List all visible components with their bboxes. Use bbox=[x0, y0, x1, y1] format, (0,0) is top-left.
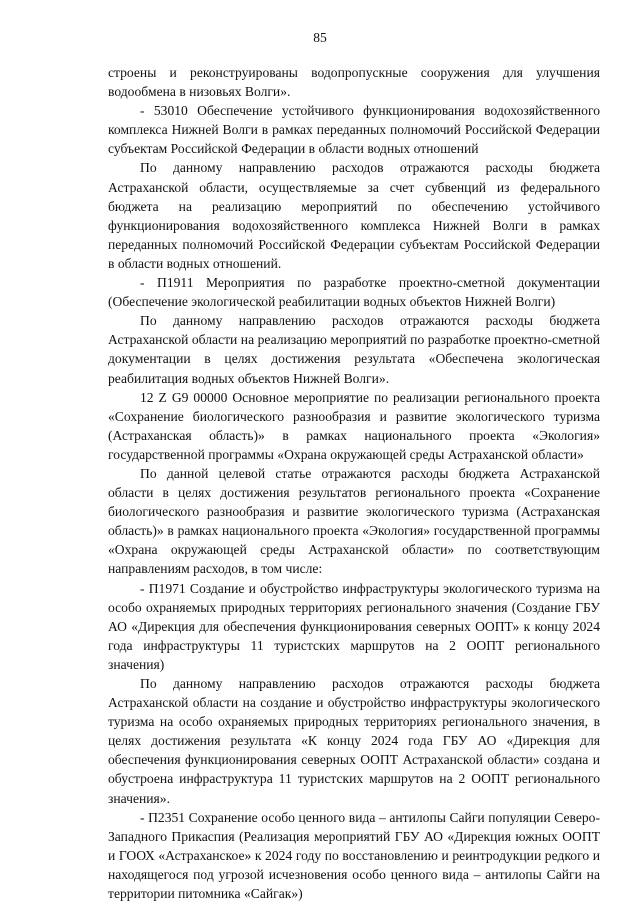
paragraph-item-53010: - 53010 Обеспечение устойчивого функционирования водохозяйственного комплекса Нижней Волги в рамках переданных полномочий Российской Федерации субъектам Российской Федерации в области водных отношений bbox=[108, 103, 600, 157]
paragraph-text: По данному направлению расходов отражаются расходы бюджета Астраханской области на создание и обустройство инфраструктуры экологического туризма на особо охраняемых природных территориях регионального значения, в целях достижения результата «К концу 2024 года ГБУ АО «Дирекция для обеспечения функционирования северных ООПТ Астраханской области» создана и обустроена инфраструктура 11 туристских маршрутов на 2 ООПТ регионального значения». bbox=[108, 676, 600, 806]
paragraph-item-12zg9: 12 Z G9 00000 Основное мероприятие по реализации регионального проекта «Сохранение биологического разнообразия и развитие экологического туризма (Астраханская область)» в рамках национального проекта «Экология» государственной программы «Охрана окружающей среды Астраханской области» bbox=[108, 389, 600, 462]
paragraph-text: По данному направлению расходов отражаются расходы бюджета Астраханской области на реализацию мероприятий по разработке проектно-сметной документации в целях достижения результата «Обеспечена экологическая реабилитация водных объектов Нижней Волги». bbox=[108, 313, 600, 386]
paragraph-item-p1971: - П1971 Создание и обустройство инфраструктуры экологического туризма на особо охраняемых природных территориях регионального значения (Создание ГБУ АО «Дирекция для обеспечения функционирования северных ООПТ» к концу 2024 года инфраструктуры 11 туристских маршрутов на 2 ООПТ регионального значения) bbox=[108, 580, 600, 672]
body-text bbox=[108, 63, 600, 903]
paragraph-text: По данной целевой статье отражаются расходы бюджета Астраханской области в целях достижения результатов регионального проекта «Сохранение биологического разнообразия и развитие экологического туризма (Астраханская область)» в рамках национального проекта «Экология» государственной программы «Охрана окружающей среды Астраханской области» по соответствующим направлениям расходов, в том числе: bbox=[108, 465, 600, 577]
paragraph-item-p2351: - П2351 Сохранение особо ценного вида – антилопы Сайги популяции Северо-Западного Прикаспия (Реализация мероприятий ГБУ АО «Дирекция южных ООПТ и ГООХ «Астраханское» к 2024 году по восстановлению и реинтродукции редкого и находящегося под угрозой исчезновения особо ценного вида – антилопы Сайги на территории питомника «Сайгак») bbox=[108, 809, 600, 902]
paragraph-text: По данному направлению расходов отражаются расходы бюджета Астраханской области, осуществляемые за счет субвенций из федерального бюджета на реализацию мероприятий по обеспечению устойчивого функционирования водохозяйственного комплекса Нижней Волги в рамках переданных полномочий Российской Федерации субъектам Российской Федерации в области водных отношений. bbox=[108, 160, 600, 271]
paragraph-item-p1911: - П1911 Мероприятия по разработке проектно-сметной документации (Обеспечение экологической реабилитации водных объектов Нижней Волги) bbox=[108, 275, 600, 310]
paragraph-continuation: строены и реконструированы водопропускные сооружения для улучшения водообмена в низовьях Волги». bbox=[108, 65, 600, 100]
page-number: 85 bbox=[313, 30, 327, 45]
